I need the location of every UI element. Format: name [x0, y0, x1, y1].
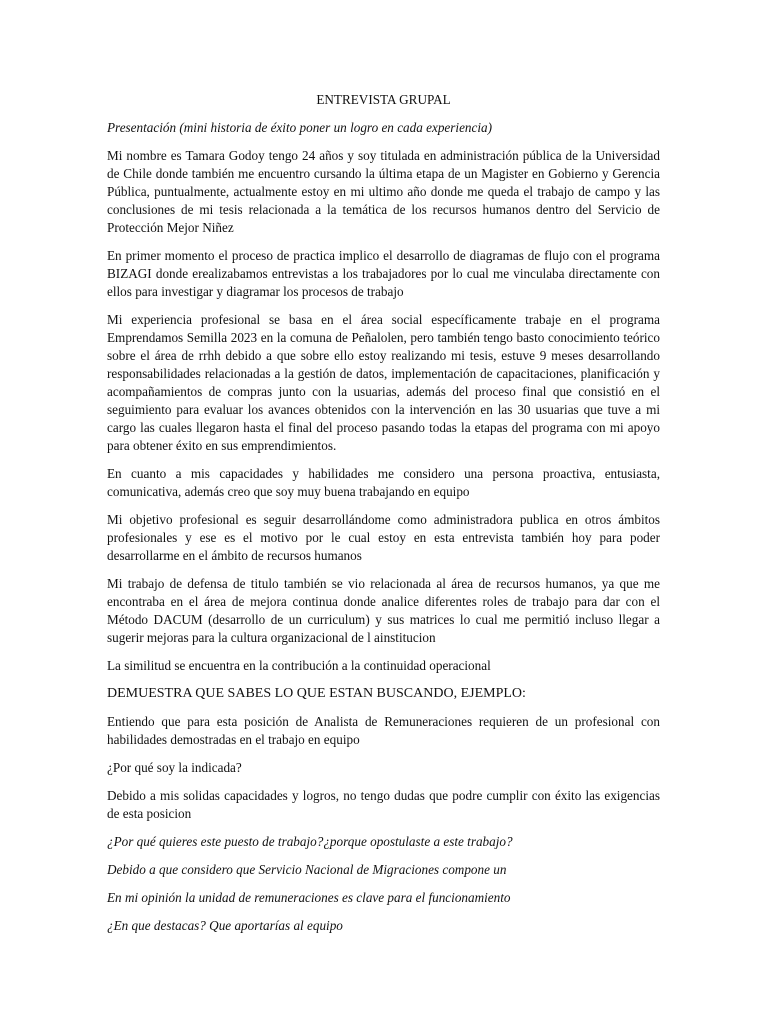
paragraph-introduction: Mi nombre es Tamara Godoy tengo 24 años y soy titulada en administración pública de la Universidad de Chile donde también me encuentro cursando la última etapa de un Magister en Gobierno y Gerencia Pública, puntualmente, actualmente estoy en mi ultimo año donde me queda el trabajo de campo y las conclusiones de mi tesis relacionada a la temática de los recursos humanos dentro del Servicio de Protección Mejor Niñez: [107, 148, 660, 235]
document-title: ENTREVISTA GRUPAL: [316, 92, 451, 107]
question-strengths: ¿En que destacas? Que aportarías al equipo: [107, 918, 343, 933]
paragraph-practice: En primer momento el proceso de practica implico el desarrollo de diagramas de flujo con el programa BIZAGI donde erealizabamos entrevistas a los trabajadores por lo cual me vinculaba directamente con ellos para investigar y diagramar los procesos de trabajo: [107, 248, 660, 299]
opinion-remuneration-unit: En mi opinión la unidad de remuneraciones es clave para el funcionamiento: [107, 890, 511, 905]
question-why-job: ¿Por qué quieres este puesto de trabajo?¿porque opostulaste a este trabajo?: [107, 834, 513, 849]
paragraph-presentation-prompt: Presentación (mini historia de éxito poner un logro en cada experiencia): [107, 120, 493, 135]
paragraph-similarity: La similitud se encuentra en la contribución a la continuidad operacional: [107, 658, 491, 673]
section-heading-demonstrate: DEMUESTRA QUE SABES LO QUE ESTAN BUSCANDO, EJEMPLO:: [107, 686, 526, 701]
paragraph-objective: Mi objetivo profesional es seguir desarrollándome como administradora publica en otros ámbitos profesionales y ese es el motivo por le cual estoy en esta entrevista también hoy para poder desarrollarme en el ámbito de recursos humanos: [107, 512, 660, 563]
document-page: [107, 91, 660, 945]
answer-why-job: Debido a que considero que Servicio Nacional de Migraciones compone un: [107, 862, 507, 877]
paragraph-experience: Mi experiencia profesional se basa en el área social específicamente trabaje en el programa Emprendamos Semilla 2023 en la comuna de Peñalolen, pero también tengo basto conocimiento teórico sobre el área de rrhh debido a que sobre ello estoy realizando mi tesis, estuve 9 meses desarrollando responsabilidades relacionadas a la gestión de datos, implementación de capacitaciones, planificación y acompañamientos de compras junto con la usuarias, además del proceso final que consistió en el seguimiento para evaluar los avances obtenidos con la intervención en las 30 usuarias que tuve a mi cargo las cuales llegaron hasta el final del proceso pasando todas la etapas del programa con mi apoyo para obtener éxito en sus emprendimientos.: [107, 312, 660, 453]
answer-why-me: Debido a mis solidas capacidades y logros, no tengo dudas que podre cumplir con éxito las exigencias de esta posicion: [107, 788, 660, 821]
paragraph-skills: En cuanto a mis capacidades y habilidades me considero una persona proactiva, entusiasta, comunicativa, además creo que soy muy buena trabajando en equipo: [107, 466, 660, 499]
paragraph-position: Entiendo que para esta posición de Analista de Remuneraciones requieren de un profesional con habilidades demostradas en el trabajo en equipo: [107, 714, 660, 747]
paragraph-thesis: Mi trabajo de defensa de titulo también se vio relacionada al área de recursos humanos, ya que me encontraba en el área de mejora continua donde analice diferentes roles de trabajo para dar con el Método DACUM (desarrollo de un curriculum) y sus matrices lo cual me permitió incluso llegar a sugerir mejoras para la cultura organizacional de l ainstitucion: [107, 576, 660, 645]
question-why-me: ¿Por qué soy la indicada?: [107, 760, 242, 775]
